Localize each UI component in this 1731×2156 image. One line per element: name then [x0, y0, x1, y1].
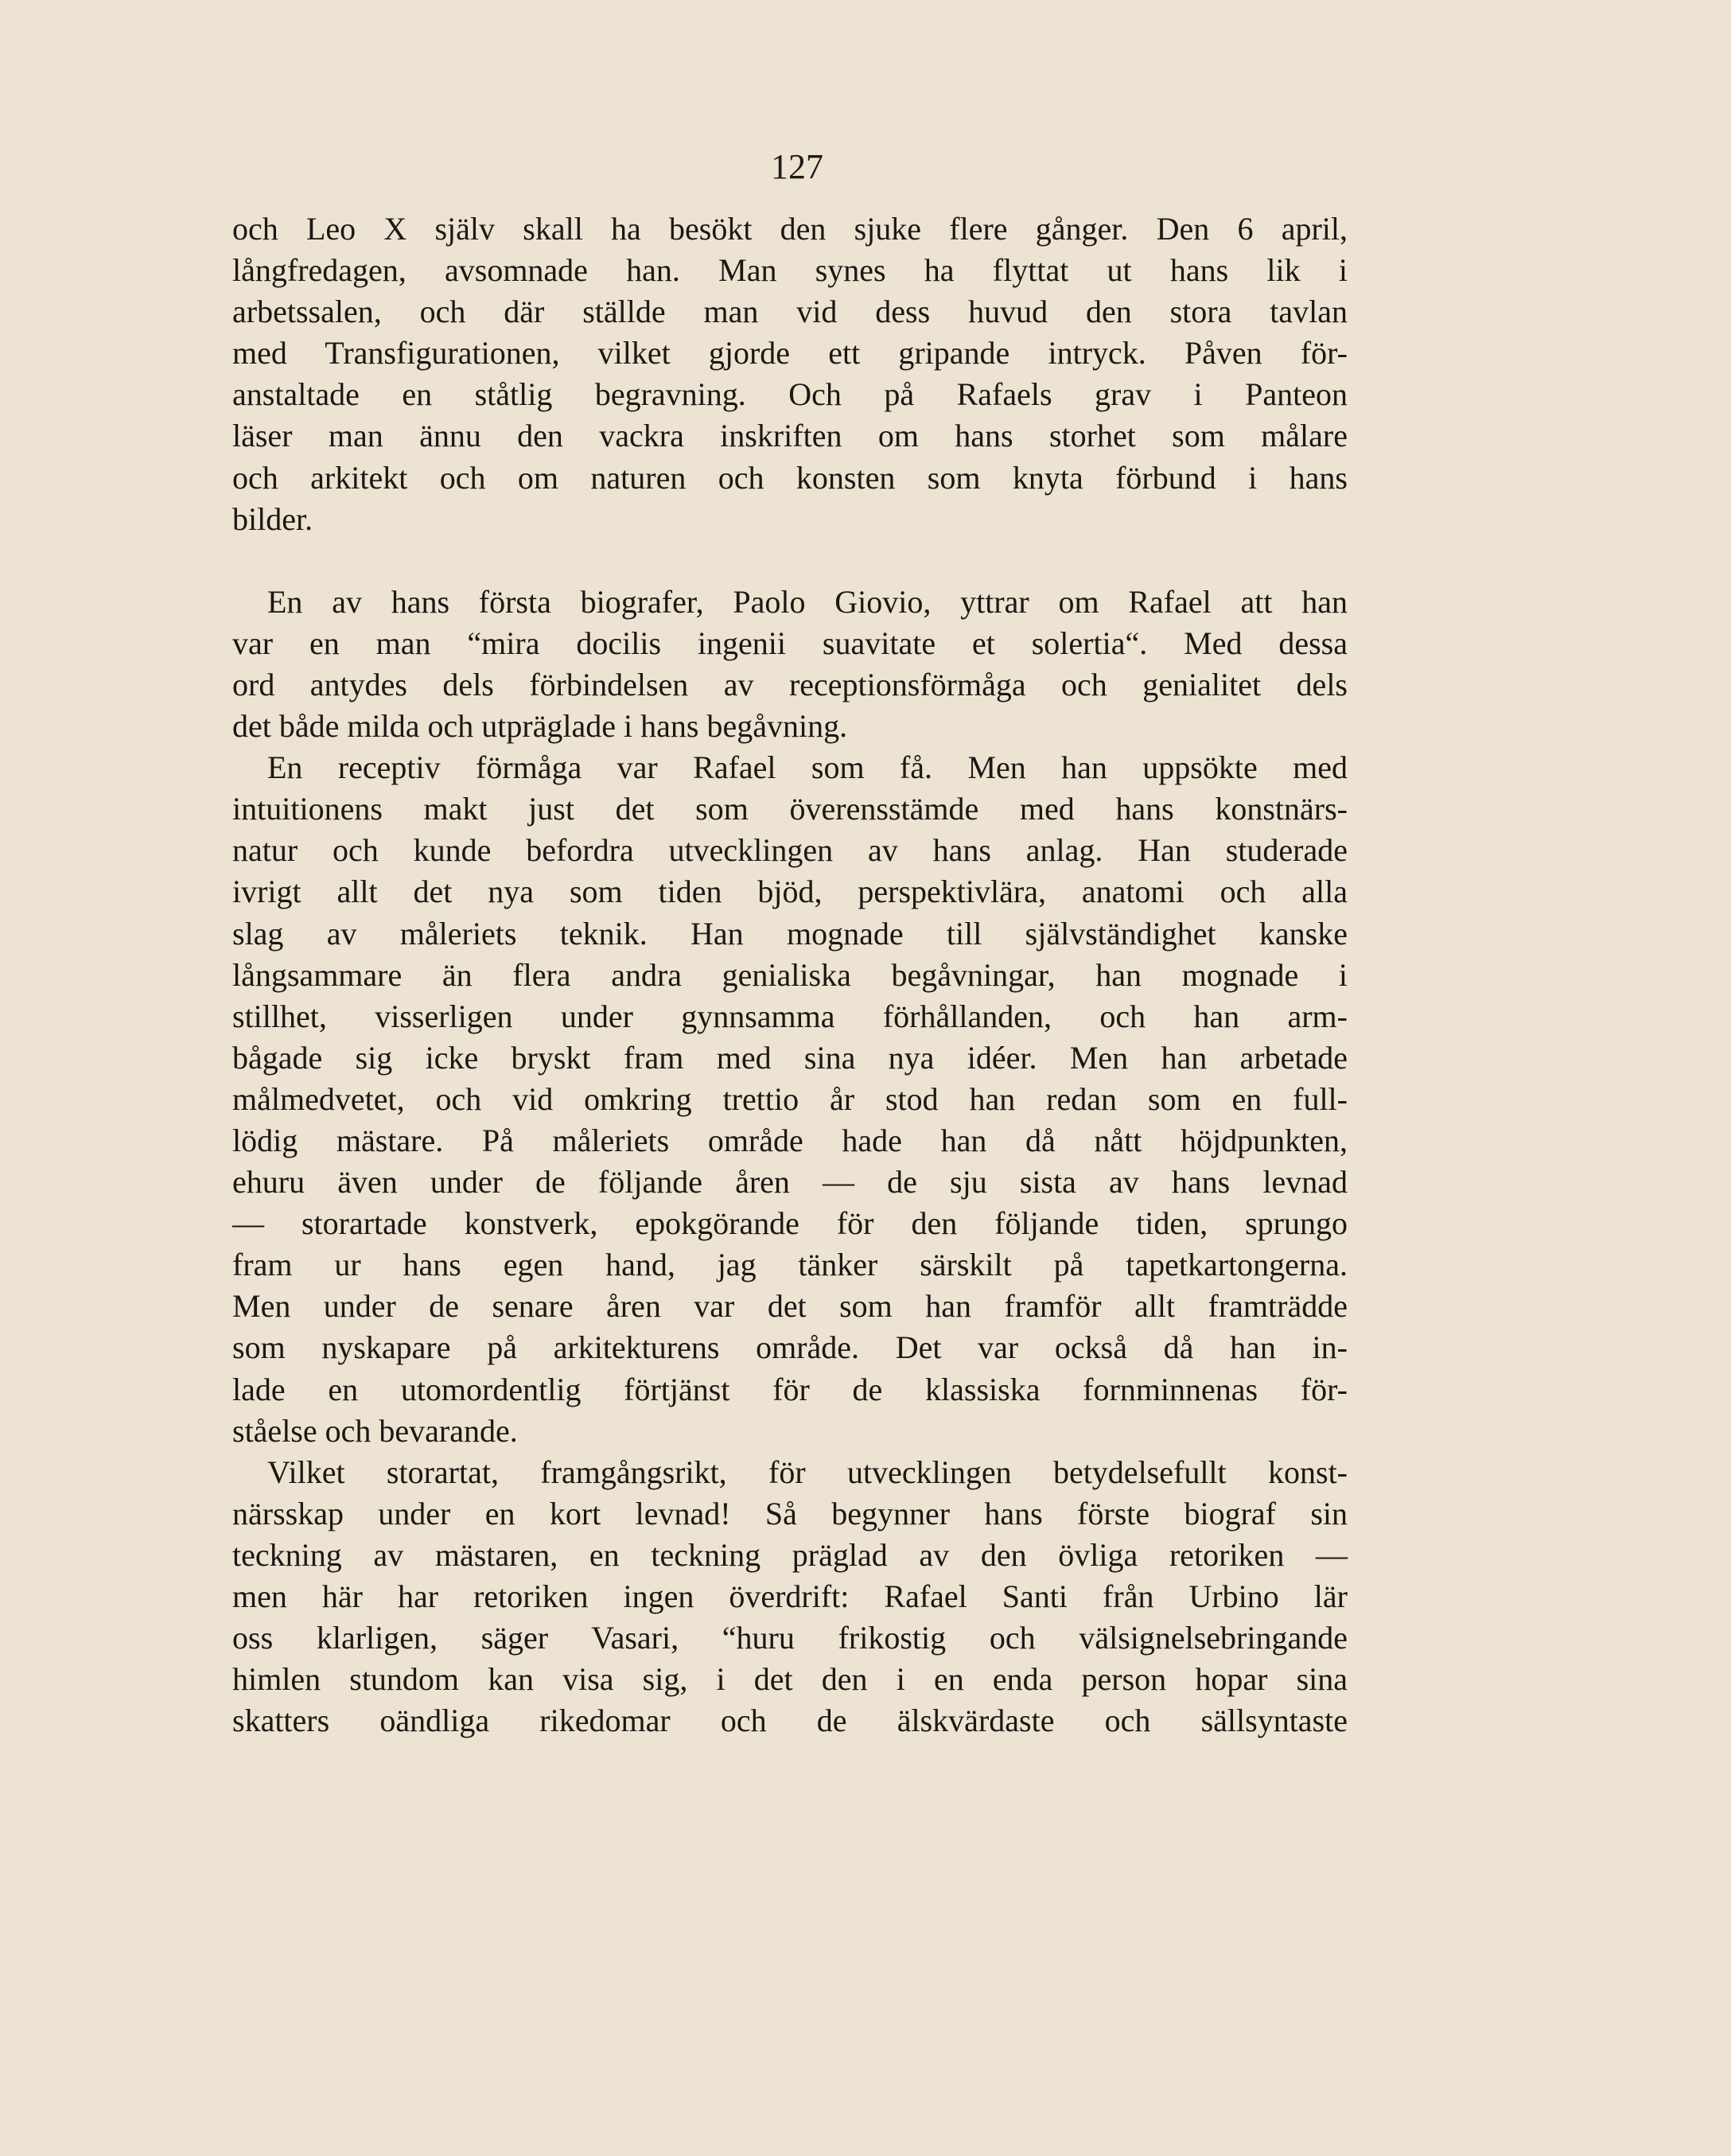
text-line: bilder.	[232, 500, 313, 537]
text-line: intuitionens makt just det som överensstämde med hans konstnärs-	[232, 791, 1348, 827]
text-line: anstaltade en ståtlig begravning. Och på Rafaels grav i Panteon	[232, 376, 1348, 413]
paragraph-gap	[232, 540, 1348, 582]
text-line: bågade sig icke bryskt fram med sina nya idéer. Men han arbetade	[232, 1039, 1348, 1076]
text-line: lade en utomordentlig förtjänst för de klassiska fornminnenas för-	[232, 1371, 1348, 1407]
paragraph	[232, 208, 1348, 540]
text-line: lödig mästare. På måleriets område hade han då nått höjdpunkten,	[232, 1122, 1348, 1158]
text-line: En receptiv förmåga var Rafael som få. Men han uppsökte med	[267, 749, 1348, 786]
text-line: fram ur hans egen hand, jag tänker särskilt på tapetkartongerna.	[232, 1247, 1348, 1283]
text-line: ivrigt allt det nya som tiden bjöd, perspektivlära, anatomi och alla	[232, 874, 1348, 910]
text-line: men här har retoriken ingen överdrift: Rafael Santi från Urbino lär	[232, 1578, 1348, 1614]
text-line: Vilket storartat, framgångsrikt, för utvecklingen betydelsefullt konst-	[267, 1454, 1348, 1490]
text-line: målmedvetet, och vid omkring trettio år stod han redan som en full-	[232, 1080, 1348, 1117]
text-line: himlen stundom kan visa sig, i det den i en enda person hopar sina	[232, 1661, 1348, 1698]
paragraph	[232, 582, 1348, 747]
text-line: med Transfigurationen, vilket gjorde ett gripande intryck. Påven för-	[232, 335, 1348, 372]
text-line: teckning av mästaren, en teckning präglad av den övliga retoriken —	[232, 1536, 1348, 1573]
text-line: slag av måleriets teknik. Han mognade till självständighet kanske	[232, 915, 1348, 952]
page-number: 127	[771, 147, 823, 186]
text-line: natur och kunde befordra utvecklingen av hans anlag. Han studerade	[232, 832, 1348, 869]
text-line: oss klarligen, säger Vasari, “huru frikostig och välsignelsebringande	[232, 1620, 1348, 1656]
text-line: — storartade konstverk, epokgörande för den följande tiden, sprungo	[232, 1205, 1348, 1242]
text-line: långfredagen, avsomnade han. Man synes ha flyttat ut hans lik i	[232, 252, 1348, 289]
text-line: var en man “mira docilis ingenii suavitate et solertia“. Med dessa	[232, 625, 1348, 661]
text-line: det både milda och utpräglade i hans begåvning.	[232, 708, 848, 745]
text-line: Men under de senare åren var det som han framför allt framträdde	[232, 1288, 1348, 1325]
text-line: arbetssalen, och där ställde man vid dess huvud den stora tavlan	[232, 294, 1348, 330]
text-line: stillhet, visserligen under gynnsamma förhållanden, och han arm-	[232, 998, 1348, 1034]
paragraph	[232, 747, 1348, 1452]
text-line: läser man ännu den vackra inskriften om hans storhet som målare	[232, 418, 1348, 454]
text-line: En av hans första biografer, Paolo Giovio, yttrar om Rafael att han	[267, 583, 1348, 620]
text-line: ehuru även under de följande åren — de sju sista av hans levnad	[232, 1164, 1348, 1201]
text-line: långsammare än flera andra genialiska begåvningar, han mognade i	[232, 956, 1348, 993]
text-line: närsskap under en kort levnad! Så begynner hans förste biograf sin	[232, 1495, 1348, 1531]
paragraph	[232, 1452, 1348, 1742]
text-line: och arkitekt och om naturen och konsten som knyta förbund i hans	[232, 459, 1348, 496]
text-line: skatters oändliga rikedomar och de älskvärdaste och sällsyntaste	[232, 1703, 1348, 1739]
text-line: som nyskapare på arkitekturens område. Det var också då han in-	[232, 1329, 1348, 1366]
text-line: och Leo X själv skall ha besökt den sjuke flere gånger. Den 6 april,	[232, 211, 1348, 247]
body-text	[232, 208, 1348, 1742]
text-line: ord antydes dels förbindelsen av receptionsförmåga och genialitet dels	[232, 666, 1348, 702]
text-line: ståelse och bevarande.	[232, 1412, 518, 1449]
